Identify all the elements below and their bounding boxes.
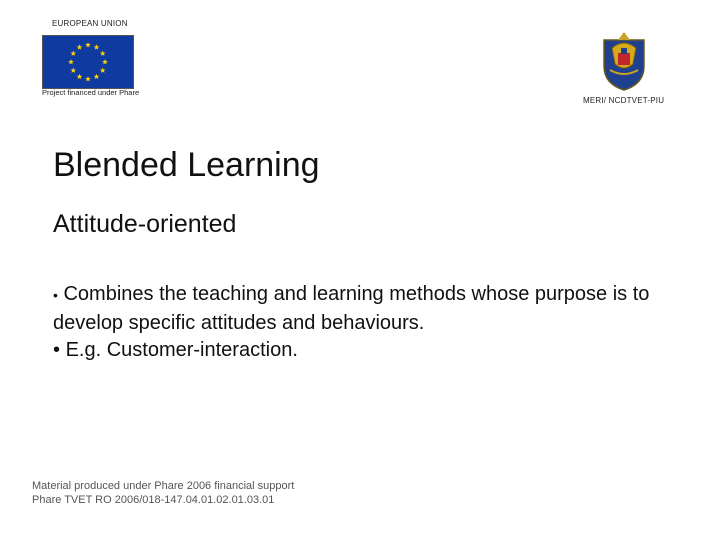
bullet-item-1 [53,281,663,337]
eu-stars [43,36,133,88]
eu-star [102,59,108,64]
eu-star [94,74,100,79]
eu-flag-logo [42,35,134,89]
footer-line-2: Phare TVET RO 2006/018-147.04.01.02.01.03.01 [32,494,275,506]
bullet-marker: • [53,339,61,361]
eu-star [68,59,74,64]
eu-star [77,44,83,49]
eu-star [100,51,106,56]
eu-star [85,42,91,47]
eu-star [77,74,83,79]
bullet-text: E.g. Customer-interaction. [65,339,298,361]
eu-star [70,51,76,56]
eu-star [94,44,100,49]
slide-subtitle: Attitude-oriented [53,210,237,238]
slide-body [53,281,663,365]
bullet-text: Combines the teaching and learning methods whose purpose is to develop specific attitudes and behaviours. [53,283,650,334]
bullet-item-2 [53,337,663,365]
eu-star [70,68,76,73]
eu-star [100,68,106,73]
romania-coat-of-arms-logo [598,26,650,92]
eu-label: EUROPEAN UNION [52,19,128,28]
ministry-label: MERI/ NCDTVET-PIU [583,96,665,105]
eu-star [85,76,91,81]
footer-line-1: Material produced under Phare 2006 financial support [32,480,295,492]
eu-project-label: Project financed under Phare [42,88,140,97]
footer [32,479,294,507]
slide-title: Blended Learning [53,146,320,184]
bullet-marker: • [53,287,58,303]
